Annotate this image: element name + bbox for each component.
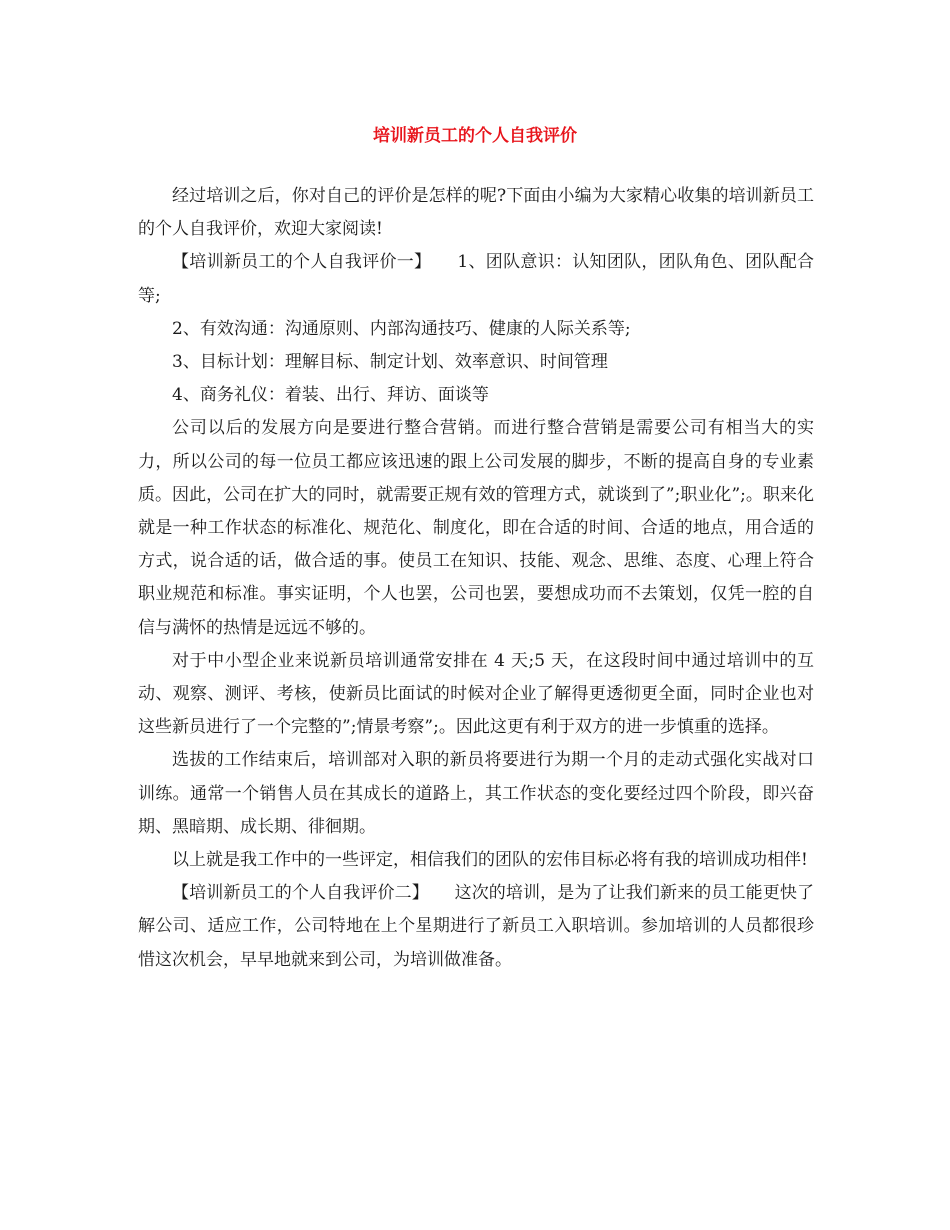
paragraph-intro: 经过培训之后，你对自己的评价是怎样的呢?下面由小编为大家精心收集的培训新员工的个人自我评价，欢迎大家阅读! [138,186,814,240]
paragraph-conclusion: 以上就是我工作中的一些评定，相信我们的团队的宏伟目标必将有我的培训成功相伴! [172,850,808,871]
paragraph-new-staff-training: 对于中小型企业来说新员培训通常安排在 4 天;5 天，在这段时间中通过培训中的互动、观察、测评、考核，使新员比面试的时候对企业了解得更透彻更全面，同时企业也对这些新员进行了一个完整的”;情景考察”;。因此这更有利于双方的进一步慎重的选择。 [138,650,814,738]
paragraph-review-one-heading: 【培训新员工的个人自我评价一】 1、团队意识：认知团队，团队角色、团队配合等; [138,252,814,306]
paragraph-review-two: 【培训新员工的个人自我评价二】 这次的培训，是为了让我们新来的员工能更快了解公司、适应工作，公司特地在上个星期进行了新员工入职培训。参加培训的人员都很珍惜这次机会，早早地就来到公司，为培训做准备。 [138,883,814,970]
paragraph-item-goal-plan: 3、目标计划：理解目标、制定计划、效率意识、时间管理 [172,352,608,373]
document-body [138,180,814,977]
paragraph-selection: 选拔的工作结束后，培训部对入职的新员将要进行为期一个月的走动式强化实战对口训练。通常一个销售人员在其成长的道路上，其工作状态的变化要经过四个阶段，即兴奋期、黑暗期、成长期、徘徊期。 [138,750,814,837]
document-title: 培训新员工的个人自我评价 [373,126,577,146]
paragraph-item-communication: 2、有效沟通：沟通原则、内部沟通技巧、健康的人际关系等; [172,318,631,339]
paragraph-item-etiquette: 4、商务礼仪：着装、出行、拜访、面谈等 [172,385,489,406]
paragraph-integrated-marketing: 公司以后的发展方向是要进行整合营销。而进行整合营销是需要公司有相当大的实力，所以公司的每一位员工都应该迅速的跟上公司发展的脚步，不断的提高自身的专业素质。因此，公司在扩大的同时，就需要正规有效的管理方式，就谈到了”;职业化”;。职来化就是一种工作状态的标准化、规范化、制度化，即在合适的时间、合适的地点，用合适的方式，说合适的话，做合适的事。使员工在知识、技能、观念、思维、态度、心理上符合职业规范和标准。事实证明，个人也罢，公司也罢，要想成功而不去策划，仅凭一腔的自信与满怀的热情是远远不够的。 [138,418,814,638]
